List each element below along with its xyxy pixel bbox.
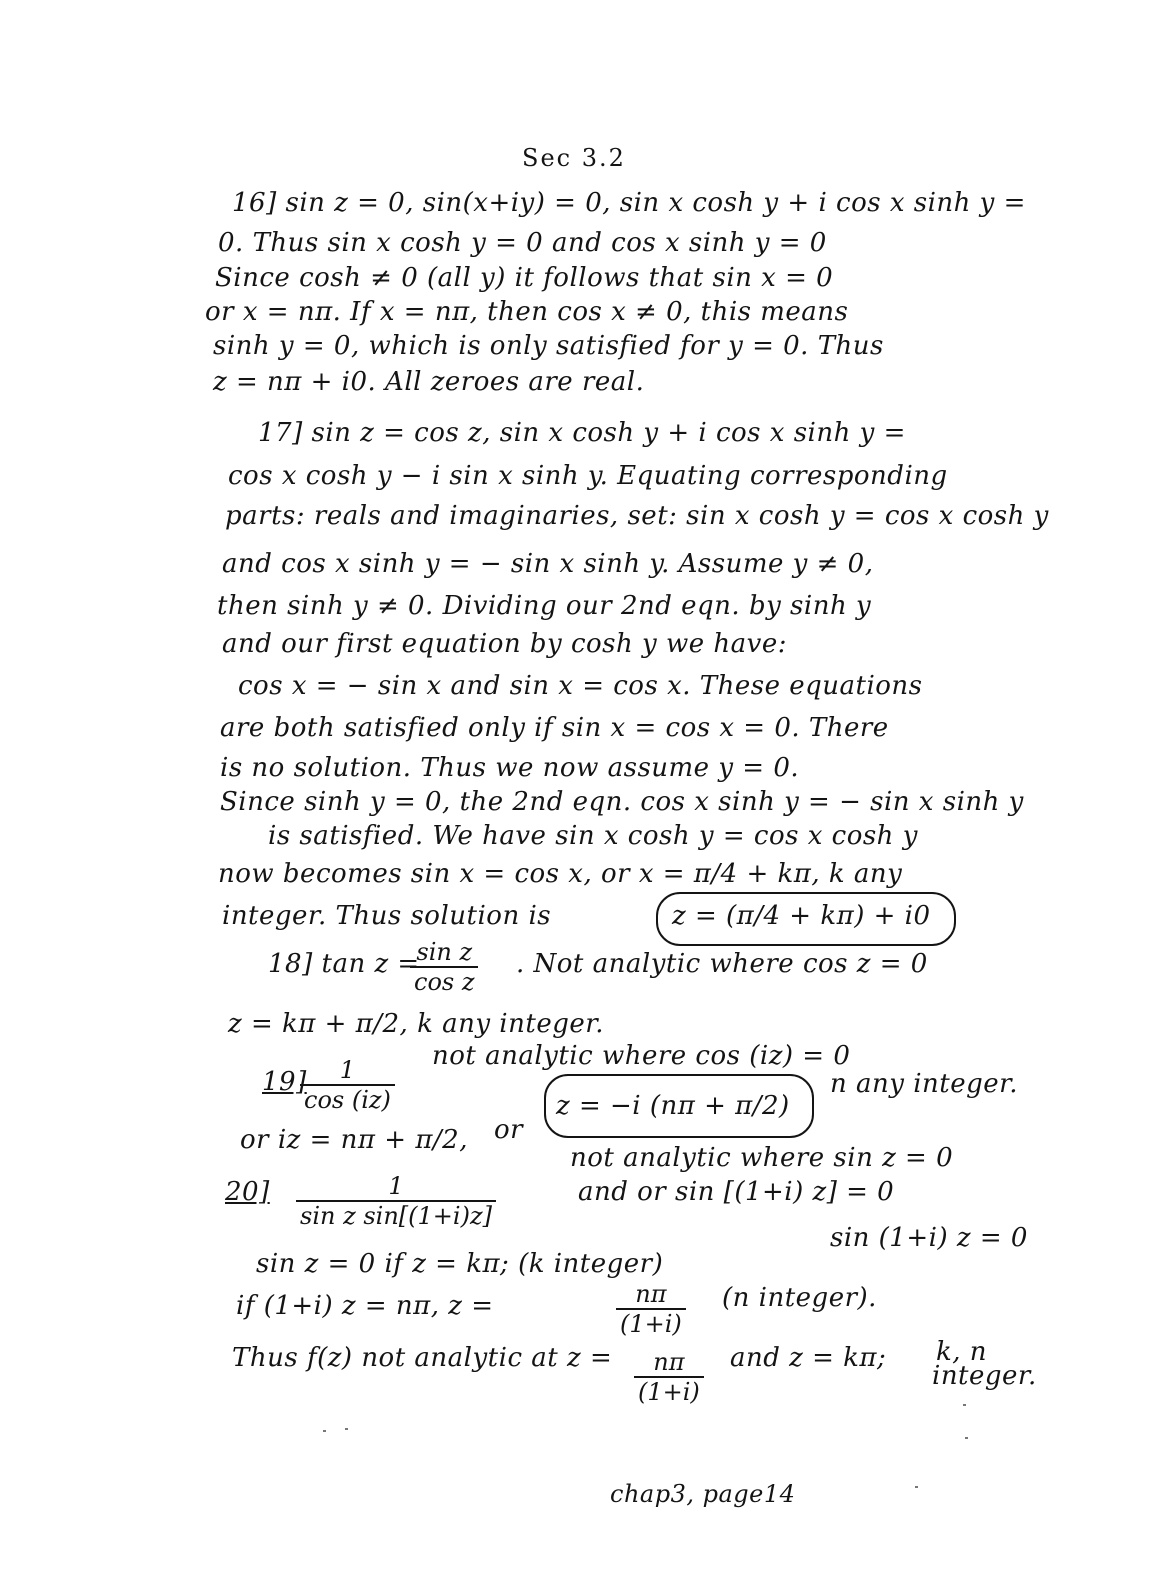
problem-17-line-5: then sinh y ≠ 0. Dividing our 2nd eqn. by sinh y [217, 591, 872, 621]
problem-20-line-4: Thus f(z) not analytic at z = [232, 1343, 613, 1373]
problem-18-label: 18] tan z = [268, 949, 420, 979]
problem-20-line-3: if (1+i) z = nπ, z = [236, 1291, 494, 1321]
problem-17-line-6: and our first equation by cosh y we have: [222, 629, 787, 659]
problem-16-line-5: sinh y = 0, which is only satisfied for y = 0. Thus [213, 331, 884, 361]
problem-18-line-2: z = kπ + π/2, k any integer. [228, 1009, 605, 1039]
problem-17-line-13: integer. Thus solution is [222, 901, 552, 931]
problem-20-line-4c: k, n [936, 1337, 988, 1367]
problem-20-numerator: 1 [296, 1172, 496, 1202]
problem-20-number: 20] [225, 1177, 270, 1207]
page-title: Sec 3.2 [522, 144, 626, 172]
problem-17-line-12: now becomes sin x = cos x, or x = π/4 + kπ, k any [218, 859, 903, 889]
problem-17-line-2: cos x cosh y − i sin x sinh y. Equating corresponding [228, 461, 948, 491]
problem-19-fraction [300, 1056, 395, 1114]
scan-speck [965, 1437, 968, 1439]
problem-20-fraction-2 [616, 1280, 686, 1338]
problem-18-fraction [410, 938, 478, 996]
problem-20-line-1: and or sin [(1+i) z] = 0 [578, 1177, 895, 1207]
problem-20-line-4d: integer. [932, 1361, 1037, 1391]
problem-17-line-4: and cos x sinh y = − sin x sinh y. Assume y ≠ 0, [222, 549, 874, 579]
problem-20-fraction-3-denominator: (1+i) [638, 1378, 700, 1406]
problem-20-fraction-2-numerator: nπ [616, 1280, 686, 1310]
problem-20-line-2: sin z = 0 if z = kπ; (k integer) [256, 1249, 664, 1279]
problem-20-fraction [296, 1172, 496, 1230]
problem-20-fraction-2-denominator: (1+i) [620, 1310, 682, 1338]
problem-18-numerator: sin z [410, 938, 478, 968]
problem-19-denominator: cos (iz) [304, 1086, 391, 1114]
problem-19-number: 19] [262, 1067, 307, 1097]
problem-17-line-10: Since sinh y = 0, the 2nd eqn. cos x sinh y = − sin x sinh y [220, 787, 1024, 817]
problem-20-fraction-3-numerator: nπ [634, 1348, 704, 1378]
problem-20-line-3b: (n integer). [722, 1283, 877, 1313]
problem-19-or: or [494, 1115, 524, 1145]
problem-16-line-3: Since cosh ≠ 0 (all y) it follows that sin x = 0 [215, 263, 834, 293]
problem-16-line-6: z = nπ + i0. All zeroes are real. [213, 367, 645, 397]
problem-16-line-4: or x = nπ. If x = nπ, then cos x ≠ 0, this means [205, 297, 849, 327]
problem-16-line-2: 0. Thus sin x cosh y = 0 and cos x sinh y = 0 [218, 228, 827, 258]
problem-20-fraction-3 [634, 1348, 704, 1406]
scan-speck [915, 1486, 918, 1488]
page-footer: chap3, page14 [610, 1480, 796, 1508]
answer-17-text: z = (π/4 + kπ) + i0 [672, 901, 931, 931]
problem-17-line-8: are both satisfied only if sin x = cos x = 0. There [220, 713, 889, 743]
problem-19-n-any-integer: n any integer. [830, 1069, 1018, 1099]
problem-19-numerator: 1 [300, 1056, 395, 1086]
problem-17-line-3: parts: reals and imaginaries, set: sin x cosh y = cos x cosh y [225, 501, 1049, 531]
problem-17-line-1: 17] sin z = cos z, sin x cosh y + i cos x sinh y = [258, 418, 906, 448]
problem-18-text: . Not analytic where cos z = 0 [516, 949, 928, 979]
problem-17-line-11: is satisfied. We have sin x cosh y = cos x cosh y [268, 821, 918, 851]
problem-16-line-1: 16] sin z = 0, sin(x+iy) = 0, sin x cosh y + i cos x sinh y = [232, 188, 1026, 218]
scan-speck [963, 1404, 966, 1406]
scan-speck [323, 1430, 326, 1432]
problem-19-line-1: not analytic where cos (iz) = 0 [432, 1041, 851, 1071]
problem-18-denominator: cos z [414, 968, 475, 996]
problem-20-intro: not analytic where sin z = 0 [570, 1143, 954, 1173]
problem-19-line-2: or iz = nπ + π/2, [240, 1125, 468, 1155]
problem-20-line-4b: and z = kπ; [730, 1343, 887, 1373]
scan-speck [345, 1428, 348, 1430]
answer-19-text: z = −i (nπ + π/2) [556, 1091, 790, 1121]
problem-20-line-2b: sin (1+i) z = 0 [830, 1223, 1028, 1253]
problem-20-denominator: sin z sin[(1+i)z] [300, 1202, 492, 1230]
problem-17-line-7: cos x = − sin x and sin x = cos x. These equations [238, 671, 923, 701]
problem-17-line-9: is no solution. Thus we now assume y = 0. [220, 753, 800, 783]
